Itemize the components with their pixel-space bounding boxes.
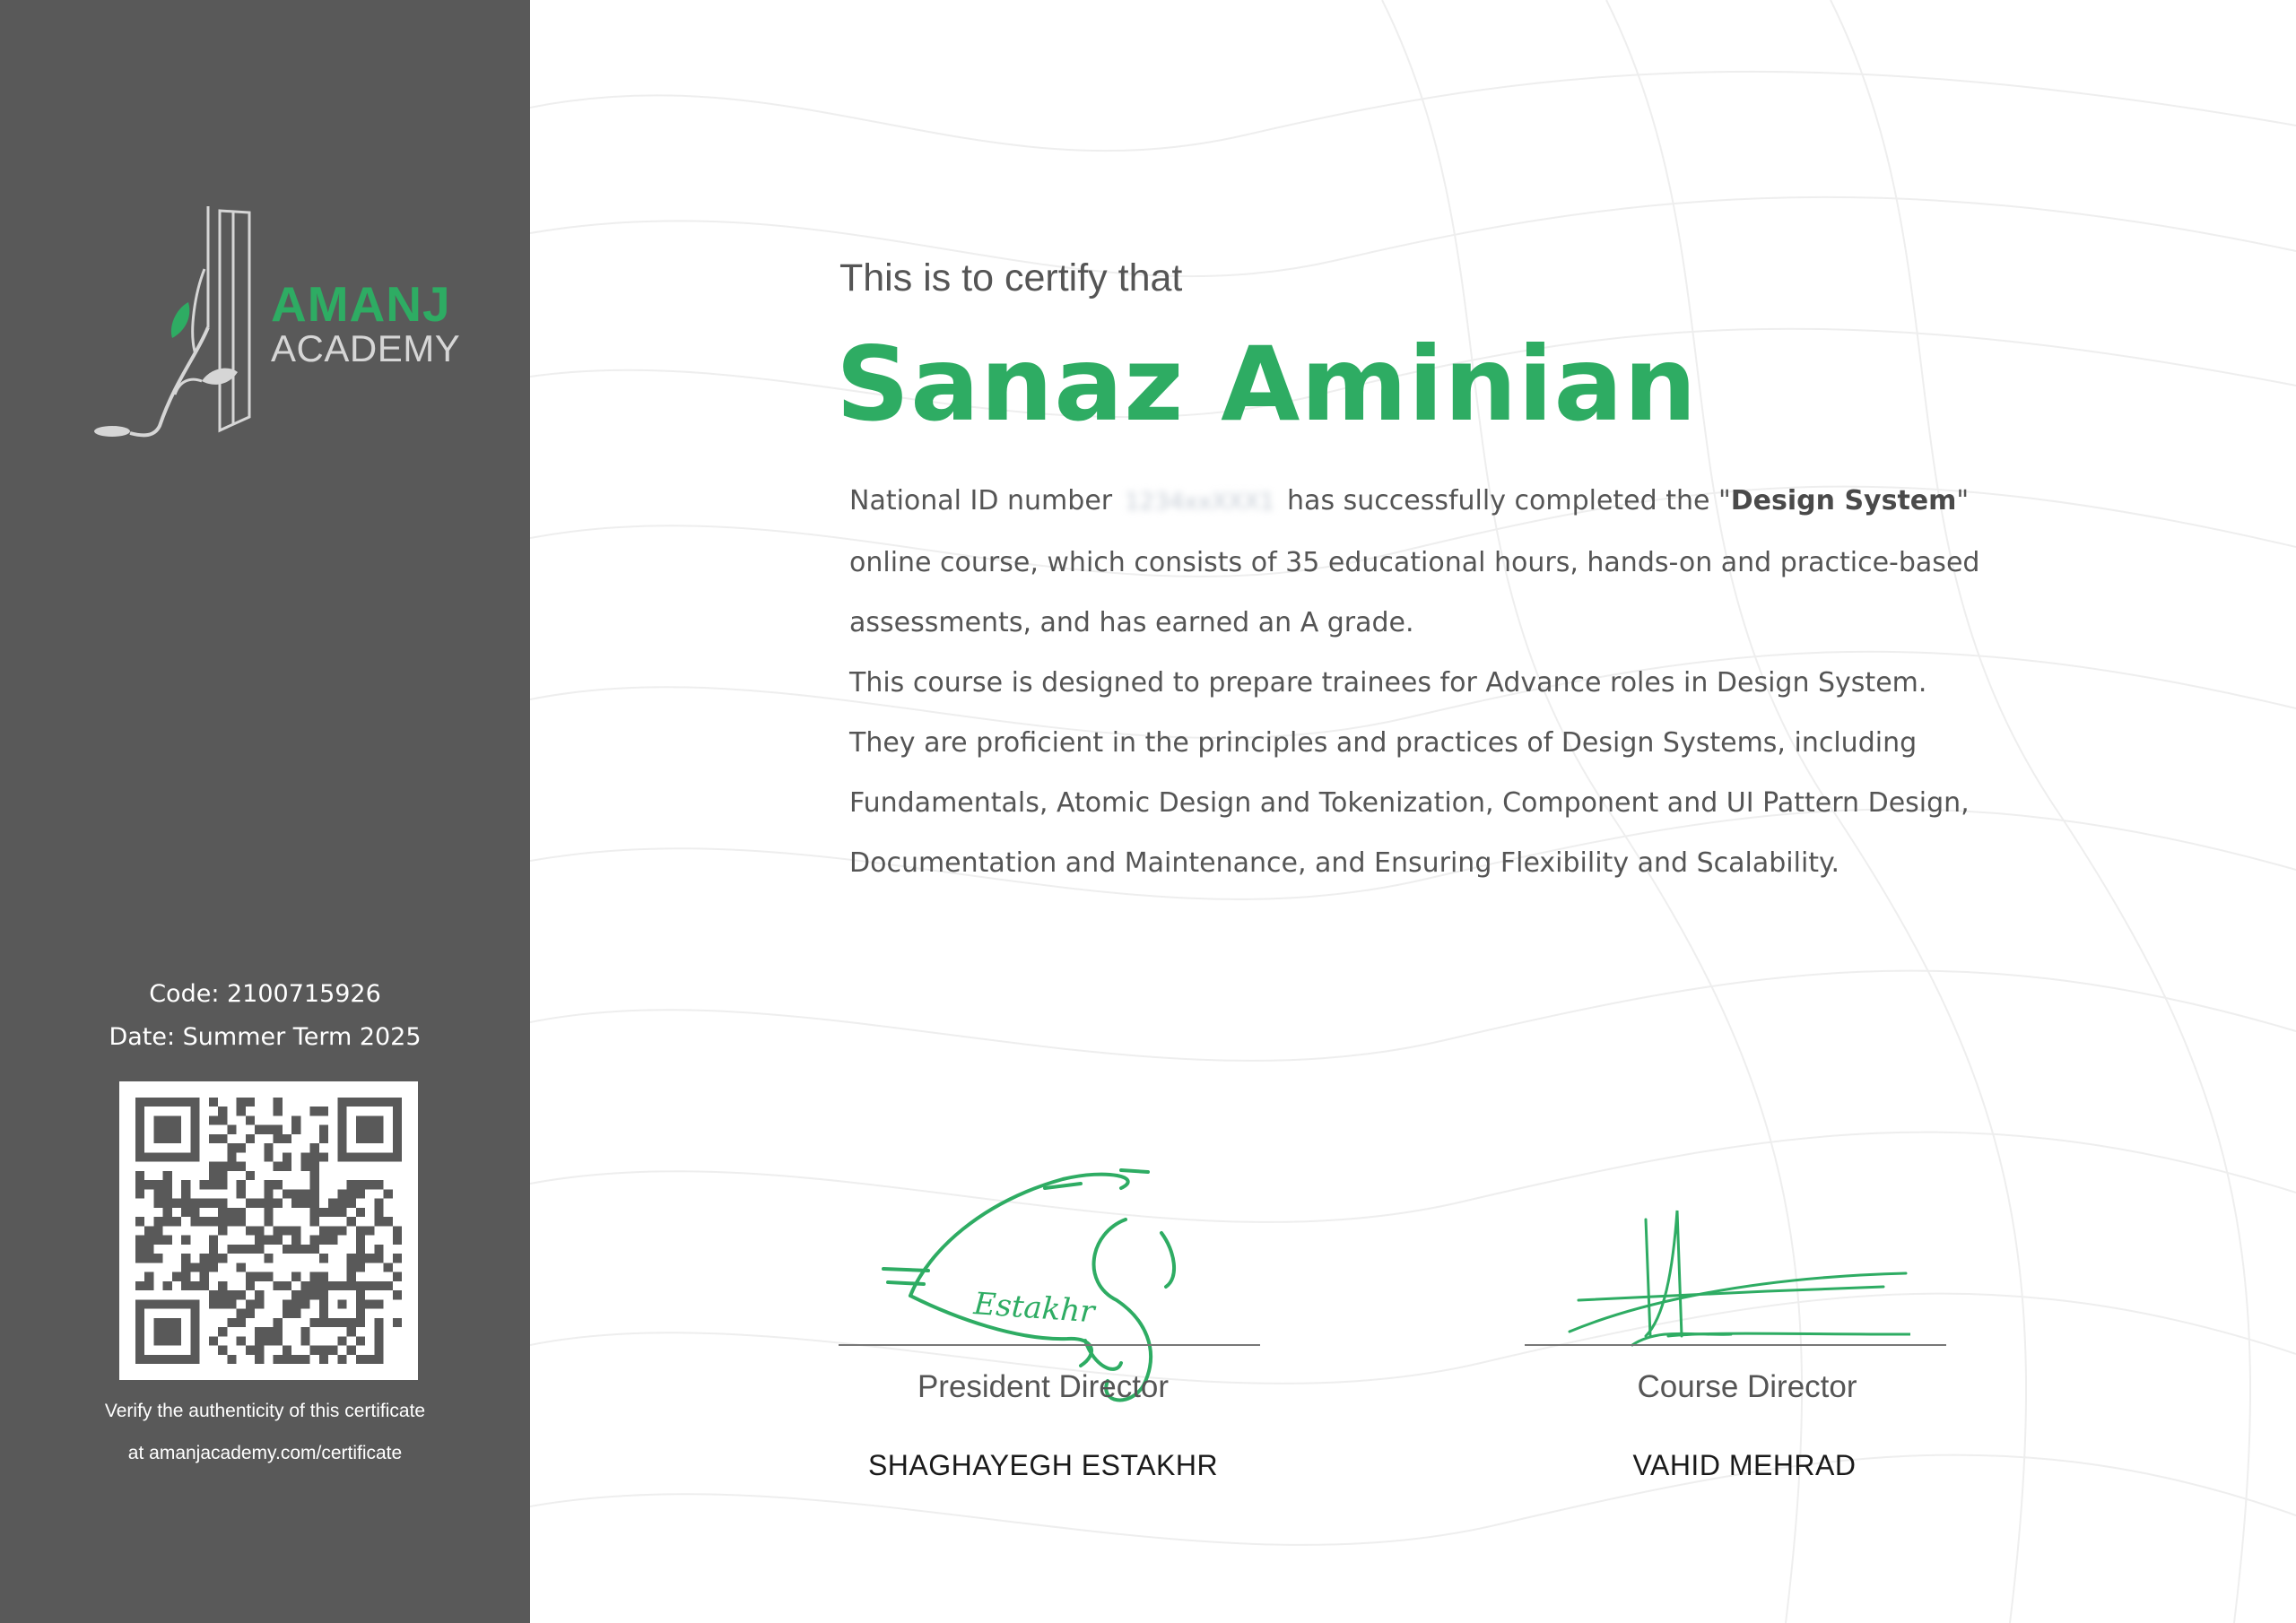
qr-code[interactable]: [119, 1081, 418, 1380]
course-director-name: VAHID MEHRAD: [1632, 1449, 1857, 1481]
nid-label: National ID number: [849, 485, 1113, 516]
course-director-signature: [1552, 1202, 1910, 1363]
completed-suffix: " online course, which consists of 35 educational hours, hands-on and practice-based assessments, and has earned an A grade.: [849, 485, 1980, 638]
logo-word-academy: ACADEMY: [271, 327, 461, 369]
body-paragraph-2: This course is designed to prepare trainees for Advance roles in Design System.: [849, 667, 1927, 699]
logo-word-amanj: AMANJ: [271, 276, 451, 332]
sidebar: [0, 0, 530, 1623]
recipient-name: Sanaz Aminian: [836, 325, 1698, 444]
leaf-pillar-logo-icon: [90, 202, 269, 444]
verify-text-line1: Verify the authenticity of this certificate: [104, 1401, 426, 1421]
president-director-name: SHAGHAYEGH ESTAKHR: [867, 1449, 1219, 1481]
president-director-role: President Director: [917, 1369, 1170, 1404]
qr-code-icon: [135, 1098, 402, 1364]
body-paragraph-3: They are proficient in the principles and practices of Design Systems, including Fundamentals, Atomic Design and Tokenization, Component and UI Pattern Design, Documentation and Maintenance, and Ensuring Flexibility and Scalability.: [849, 727, 1970, 879]
signature-line-right: [1525, 1344, 1946, 1346]
national-id-blurred: 1234xxXXX1: [1125, 489, 1275, 516]
certificate-body: [849, 471, 2006, 893]
signature-line-left: [839, 1344, 1260, 1346]
certificate-code: Code: 2100715926: [149, 980, 381, 1008]
certify-intro: This is to certify that: [839, 256, 1183, 299]
course-director-role: Course Director: [1637, 1369, 1857, 1404]
academy-logo: [90, 202, 466, 444]
body-paragraph-1: [849, 471, 2006, 653]
course-name: Design System: [1730, 485, 1957, 516]
verify-text-line2: at amanjacademy.com/certificate: [127, 1443, 403, 1463]
certificate-date: Date: Summer Term 2025: [109, 1023, 422, 1051]
completed-prefix: has successfully completed the ": [1287, 485, 1731, 516]
signature-script: Estakhr: [972, 1286, 1096, 1331]
